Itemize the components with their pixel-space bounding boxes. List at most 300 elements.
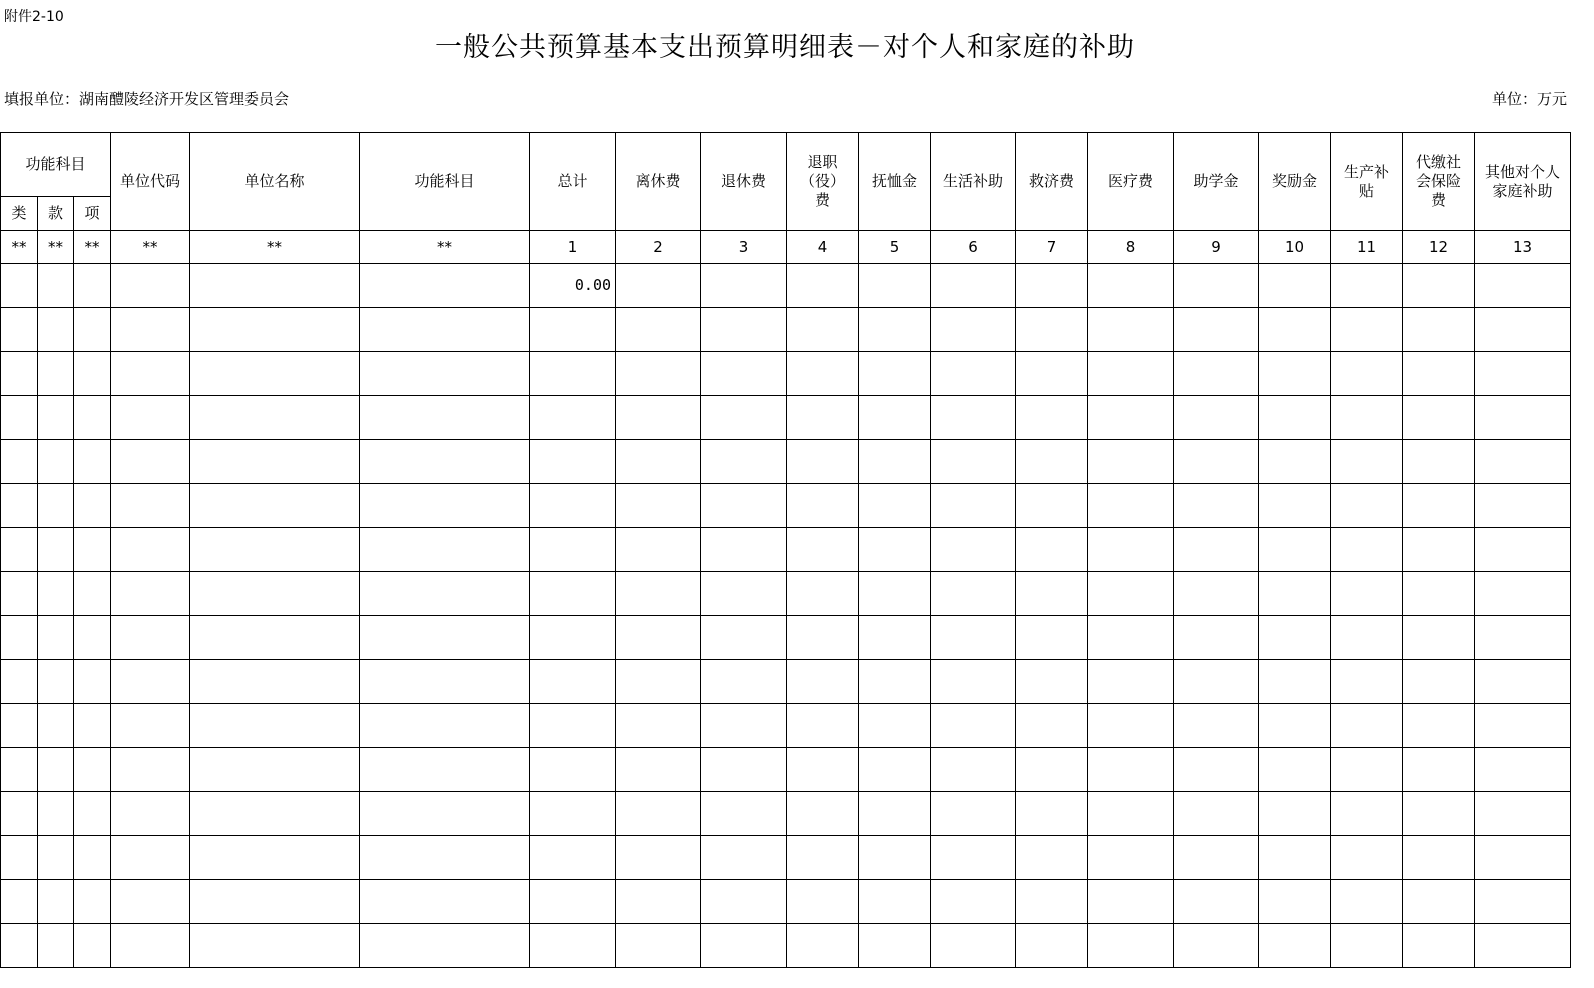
table-cell xyxy=(530,352,616,396)
index-cell: 13 xyxy=(1475,231,1571,264)
table-cell xyxy=(1016,792,1088,836)
table-cell xyxy=(859,880,931,924)
table-cell xyxy=(1259,880,1331,924)
table-cell xyxy=(38,308,74,352)
table-cell xyxy=(1016,836,1088,880)
index-cell: 11 xyxy=(1331,231,1403,264)
table-cell xyxy=(74,660,111,704)
table-cell xyxy=(616,484,701,528)
table-cell xyxy=(701,704,787,748)
table-cell xyxy=(190,880,360,924)
table-cell xyxy=(111,924,190,968)
table-cell xyxy=(859,748,931,792)
table-cell xyxy=(931,484,1016,528)
table-cell xyxy=(1016,484,1088,528)
table-cell xyxy=(38,528,74,572)
table-cell xyxy=(616,528,701,572)
table-cell xyxy=(787,660,859,704)
table-cell xyxy=(1331,352,1403,396)
table-cell xyxy=(74,484,111,528)
table-cell xyxy=(1088,264,1174,308)
table-cell xyxy=(1403,264,1475,308)
table-cell xyxy=(787,792,859,836)
index-cell: 4 xyxy=(787,231,859,264)
header-functional-subject: 功能科目 xyxy=(360,133,530,231)
table-cell xyxy=(1403,616,1475,660)
table-cell xyxy=(360,308,530,352)
table-cell xyxy=(190,440,360,484)
table-cell xyxy=(111,880,190,924)
table-row xyxy=(1,704,1571,748)
table-cell xyxy=(1259,704,1331,748)
header-functional-category: 功能科目 xyxy=(1,133,111,197)
table-cell xyxy=(1088,352,1174,396)
table-cell xyxy=(111,836,190,880)
table-cell xyxy=(1,308,38,352)
table-cell xyxy=(1016,396,1088,440)
table-cell xyxy=(1088,660,1174,704)
table-cell xyxy=(616,352,701,396)
table-cell xyxy=(1016,352,1088,396)
table-cell xyxy=(1174,880,1259,924)
table-cell xyxy=(787,924,859,968)
table-cell xyxy=(931,440,1016,484)
table-cell xyxy=(1331,836,1403,880)
table-cell xyxy=(74,528,111,572)
table-cell xyxy=(1,572,38,616)
table-cell xyxy=(1088,924,1174,968)
table-cell xyxy=(1,660,38,704)
header-resignation-fee: 退职 （役） 费 xyxy=(787,133,859,231)
table-cell xyxy=(190,572,360,616)
header-xiang: 项 xyxy=(74,197,111,231)
table-cell xyxy=(1475,836,1571,880)
table-cell xyxy=(111,616,190,660)
attachment-label: 附件2-10 xyxy=(4,9,64,25)
table-cell xyxy=(859,308,931,352)
table-cell xyxy=(530,440,616,484)
table-cell xyxy=(360,704,530,748)
table-row xyxy=(1,308,1571,352)
index-cell: ** xyxy=(74,231,111,264)
table-cell xyxy=(787,880,859,924)
table-cell xyxy=(1016,308,1088,352)
table-cell xyxy=(38,572,74,616)
table-cell xyxy=(190,308,360,352)
table-cell xyxy=(190,704,360,748)
table-cell xyxy=(1259,748,1331,792)
table-cell xyxy=(1331,792,1403,836)
table-cell xyxy=(1,440,38,484)
table-cell xyxy=(530,748,616,792)
table-cell xyxy=(1475,572,1571,616)
table-cell xyxy=(530,924,616,968)
table-cell xyxy=(1403,748,1475,792)
table-cell xyxy=(1331,528,1403,572)
table-cell xyxy=(1331,660,1403,704)
table-row xyxy=(1,924,1571,968)
table-cell xyxy=(1259,352,1331,396)
index-cell: 9 xyxy=(1174,231,1259,264)
table-row xyxy=(1,880,1571,924)
table-cell xyxy=(859,528,931,572)
table-cell xyxy=(530,704,616,748)
table-cell xyxy=(931,748,1016,792)
table-cell xyxy=(701,440,787,484)
table-cell xyxy=(859,396,931,440)
table-cell xyxy=(931,352,1016,396)
table-cell xyxy=(931,704,1016,748)
table-cell xyxy=(530,660,616,704)
table-row xyxy=(1,528,1571,572)
table-cell xyxy=(1174,352,1259,396)
table-cell xyxy=(360,748,530,792)
table-cell xyxy=(1016,264,1088,308)
table-cell xyxy=(1403,308,1475,352)
table-cell xyxy=(787,616,859,660)
table-cell xyxy=(190,924,360,968)
table-cell xyxy=(616,308,701,352)
table-cell xyxy=(1,836,38,880)
table-cell xyxy=(701,396,787,440)
table-cell xyxy=(701,308,787,352)
table-cell xyxy=(190,660,360,704)
table-cell xyxy=(787,396,859,440)
table-row xyxy=(1,792,1571,836)
table-cell xyxy=(1259,616,1331,660)
table-cell xyxy=(701,748,787,792)
table-cell xyxy=(530,484,616,528)
page-title: 一般公共预算基本支出预算明细表－对个人和家庭的补助 xyxy=(435,32,1135,63)
header-relief-fee: 救济费 xyxy=(1016,133,1088,231)
table-cell xyxy=(1088,396,1174,440)
table-cell xyxy=(1403,880,1475,924)
table-cell xyxy=(530,880,616,924)
table-cell xyxy=(1016,748,1088,792)
header-kuan: 款 xyxy=(38,197,74,231)
header-retirement-fee-tui: 退休费 xyxy=(701,133,787,231)
table-cell xyxy=(1174,440,1259,484)
table-row xyxy=(1,660,1571,704)
table-cell xyxy=(1,396,38,440)
table-cell xyxy=(111,396,190,440)
table-cell xyxy=(1403,792,1475,836)
table-cell xyxy=(530,528,616,572)
table-row xyxy=(1,352,1571,396)
header-total: 总计 xyxy=(530,133,616,231)
table-cell xyxy=(1088,308,1174,352)
table-cell xyxy=(701,264,787,308)
table-cell xyxy=(701,572,787,616)
table-cell xyxy=(859,264,931,308)
table-cell xyxy=(1016,616,1088,660)
table-cell xyxy=(1403,924,1475,968)
table-cell xyxy=(701,352,787,396)
index-cell: ** xyxy=(111,231,190,264)
table-cell xyxy=(1174,924,1259,968)
table-cell xyxy=(1088,484,1174,528)
table-cell xyxy=(787,704,859,748)
table-cell xyxy=(1331,880,1403,924)
table-cell xyxy=(1016,880,1088,924)
header-lei: 类 xyxy=(1,197,38,231)
table-cell xyxy=(1259,836,1331,880)
table-cell xyxy=(38,440,74,484)
table-cell xyxy=(1331,924,1403,968)
table-cell xyxy=(74,396,111,440)
table-cell xyxy=(190,528,360,572)
table-cell xyxy=(616,924,701,968)
table-cell xyxy=(38,792,74,836)
table-cell xyxy=(701,924,787,968)
table-cell xyxy=(859,616,931,660)
table-cell xyxy=(111,440,190,484)
table-cell xyxy=(1174,264,1259,308)
table-cell xyxy=(1088,440,1174,484)
table-cell xyxy=(1174,748,1259,792)
table-cell xyxy=(38,352,74,396)
table-cell xyxy=(360,528,530,572)
index-cell: 3 xyxy=(701,231,787,264)
table-cell xyxy=(38,660,74,704)
table-cell xyxy=(616,792,701,836)
table-cell xyxy=(74,264,111,308)
table-cell xyxy=(190,616,360,660)
table-cell xyxy=(190,396,360,440)
index-cell: 7 xyxy=(1016,231,1088,264)
table-cell xyxy=(38,616,74,660)
header-pension: 抚恤金 xyxy=(859,133,931,231)
table-cell xyxy=(1088,880,1174,924)
budget-table xyxy=(0,132,1571,968)
table-cell xyxy=(1403,528,1475,572)
table-cell xyxy=(360,264,530,308)
table-cell xyxy=(1475,924,1571,968)
table-cell xyxy=(74,572,111,616)
header-row xyxy=(1,133,1571,197)
table-cell xyxy=(111,572,190,616)
table-cell xyxy=(616,264,701,308)
table-cell xyxy=(859,792,931,836)
table-cell xyxy=(1403,836,1475,880)
table-cell xyxy=(1174,660,1259,704)
table-cell xyxy=(1475,528,1571,572)
table-cell xyxy=(1,748,38,792)
table-cell xyxy=(1259,396,1331,440)
table-cell xyxy=(1403,484,1475,528)
table-cell xyxy=(787,572,859,616)
header-other-subsidy: 其他对个人 家庭补助 xyxy=(1475,133,1571,231)
table-cell xyxy=(1,484,38,528)
index-cell: 10 xyxy=(1259,231,1331,264)
header-unit-code: 单位代码 xyxy=(111,133,190,231)
table-cell xyxy=(859,572,931,616)
table-cell xyxy=(38,484,74,528)
table-cell xyxy=(190,748,360,792)
table-cell xyxy=(1088,836,1174,880)
table-cell xyxy=(74,616,111,660)
table-cell xyxy=(1475,792,1571,836)
table-cell xyxy=(530,308,616,352)
table-cell xyxy=(1259,484,1331,528)
table-cell xyxy=(530,572,616,616)
header-unit-name: 单位名称 xyxy=(190,133,360,231)
table-cell xyxy=(1174,572,1259,616)
header-medical-fee: 医疗费 xyxy=(1088,133,1174,231)
money-unit: 单位：万元 xyxy=(1491,90,1567,108)
total-value-cell: 0.00 xyxy=(530,264,616,308)
table-row xyxy=(1,396,1571,440)
table-cell xyxy=(530,792,616,836)
table-cell xyxy=(1259,792,1331,836)
table-cell xyxy=(701,528,787,572)
table-cell xyxy=(1016,440,1088,484)
table-cell xyxy=(1016,572,1088,616)
table-cell xyxy=(190,484,360,528)
index-cell: 12 xyxy=(1403,231,1475,264)
table-cell xyxy=(616,748,701,792)
table-cell xyxy=(616,616,701,660)
table-cell xyxy=(1174,704,1259,748)
table-cell xyxy=(1,880,38,924)
table-cell xyxy=(38,748,74,792)
index-cell: 2 xyxy=(616,231,701,264)
table-cell xyxy=(931,528,1016,572)
table-row xyxy=(1,264,1571,308)
table-cell xyxy=(1403,396,1475,440)
table-cell xyxy=(859,660,931,704)
table-cell xyxy=(787,264,859,308)
table-cell xyxy=(190,264,360,308)
table-cell xyxy=(1403,704,1475,748)
table-cell xyxy=(1331,616,1403,660)
table-cell xyxy=(1331,748,1403,792)
index-cell: ** xyxy=(38,231,74,264)
table-cell xyxy=(859,704,931,748)
header-living-subsidy: 生活补助 xyxy=(931,133,1016,231)
table-cell xyxy=(111,484,190,528)
table-cell xyxy=(360,352,530,396)
table-cell xyxy=(859,440,931,484)
table-cell xyxy=(616,440,701,484)
table-cell xyxy=(859,924,931,968)
table-cell xyxy=(1174,792,1259,836)
table-cell xyxy=(859,484,931,528)
table-cell xyxy=(616,396,701,440)
table-cell xyxy=(74,352,111,396)
table-cell xyxy=(111,748,190,792)
table-cell xyxy=(111,264,190,308)
table-cell xyxy=(111,308,190,352)
header-production-subsidy: 生产补 贴 xyxy=(1331,133,1403,231)
table-cell xyxy=(787,528,859,572)
header-reward: 奖励金 xyxy=(1259,133,1331,231)
index-cell: 5 xyxy=(859,231,931,264)
table-cell xyxy=(1259,528,1331,572)
table-cell xyxy=(931,660,1016,704)
table-cell xyxy=(787,440,859,484)
table-cell xyxy=(616,572,701,616)
index-cell: 6 xyxy=(931,231,1016,264)
table-cell xyxy=(1016,704,1088,748)
table-cell xyxy=(111,528,190,572)
table-cell xyxy=(616,880,701,924)
table-cell xyxy=(931,572,1016,616)
table-cell xyxy=(111,792,190,836)
table-cell xyxy=(1331,440,1403,484)
table-cell xyxy=(931,396,1016,440)
table-cell xyxy=(530,836,616,880)
table-cell xyxy=(74,704,111,748)
table-cell xyxy=(1174,528,1259,572)
table-cell xyxy=(38,924,74,968)
table-cell xyxy=(530,616,616,660)
table-cell xyxy=(931,924,1016,968)
table-cell xyxy=(859,352,931,396)
table-cell xyxy=(74,792,111,836)
table-cell xyxy=(74,924,111,968)
table-cell xyxy=(1,528,38,572)
table-row xyxy=(1,440,1571,484)
table-cell xyxy=(1475,660,1571,704)
table-cell xyxy=(1088,616,1174,660)
table-cell xyxy=(1,704,38,748)
table-cell xyxy=(360,836,530,880)
table-cell xyxy=(1331,264,1403,308)
table-cell xyxy=(1259,264,1331,308)
index-cell: 1 xyxy=(530,231,616,264)
table-cell xyxy=(1259,440,1331,484)
table-cell xyxy=(787,352,859,396)
table-cell xyxy=(1088,792,1174,836)
table-row xyxy=(1,572,1571,616)
table-cell xyxy=(74,836,111,880)
table-cell xyxy=(38,264,74,308)
table-cell xyxy=(616,660,701,704)
table-cell xyxy=(74,748,111,792)
table-cell xyxy=(701,792,787,836)
table-cell xyxy=(701,880,787,924)
table-cell xyxy=(360,792,530,836)
table-cell xyxy=(38,704,74,748)
table-cell xyxy=(360,484,530,528)
table-cell xyxy=(190,352,360,396)
table-cell xyxy=(1403,352,1475,396)
table-cell xyxy=(1403,440,1475,484)
table-cell xyxy=(1088,528,1174,572)
table-cell xyxy=(360,616,530,660)
table-row xyxy=(1,748,1571,792)
index-cell: ** xyxy=(360,231,530,264)
table-cell xyxy=(360,396,530,440)
table-cell xyxy=(360,572,530,616)
table-cell xyxy=(1475,308,1571,352)
table-cell xyxy=(1259,308,1331,352)
table-cell xyxy=(931,264,1016,308)
index-cell: 8 xyxy=(1088,231,1174,264)
table-cell xyxy=(931,308,1016,352)
table-cell xyxy=(1174,308,1259,352)
table-cell xyxy=(1016,528,1088,572)
table-cell xyxy=(1331,572,1403,616)
header-student-aid: 助学金 xyxy=(1174,133,1259,231)
table-cell xyxy=(111,352,190,396)
table-cell xyxy=(1475,748,1571,792)
table-cell xyxy=(1,264,38,308)
table-cell xyxy=(1,792,38,836)
table-cell xyxy=(1,924,38,968)
table-cell xyxy=(1475,704,1571,748)
